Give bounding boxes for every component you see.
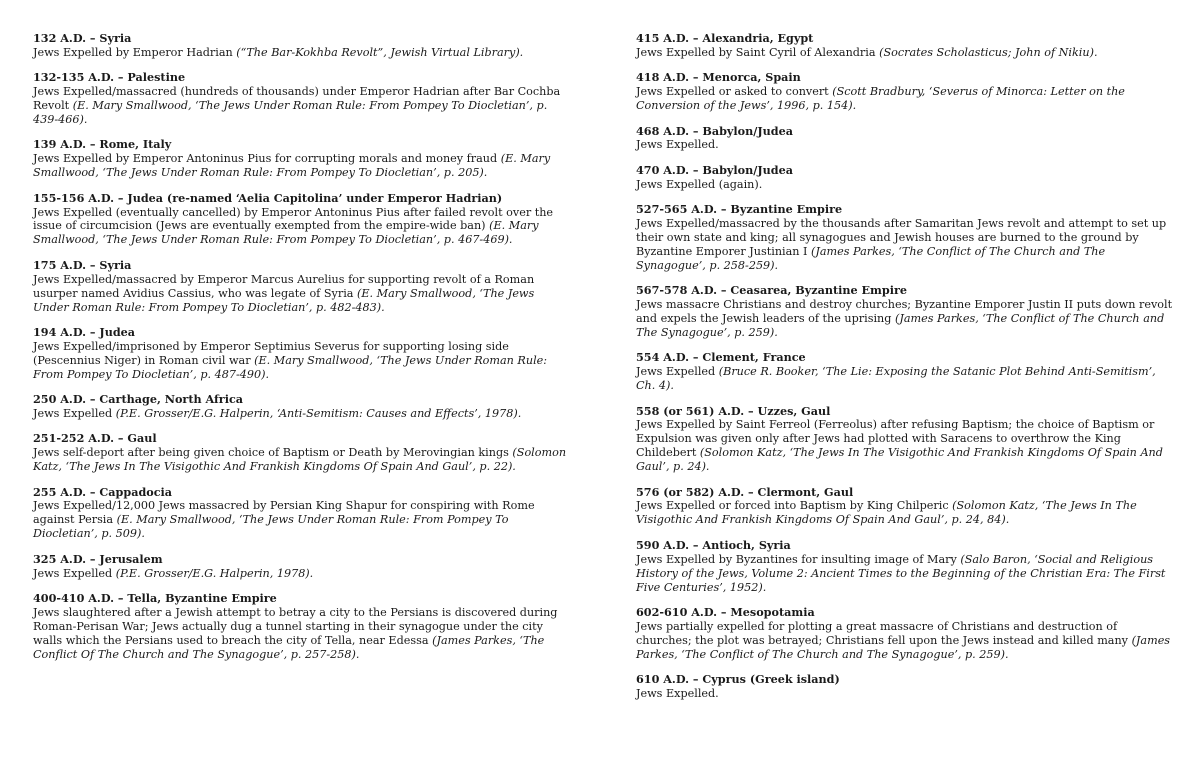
entry-heading: 400-410 A.D. – Tella, Byzantine Empire <box>33 591 277 605</box>
entry-citation: (“The Bar-Kokhba Revolt”, Jewish Virtual Library). <box>236 45 524 59</box>
entry-citation: (Socrates Scholasticus; John of Nikiu). <box>879 45 1098 59</box>
left-column <box>33 32 573 673</box>
entry-citation: (E. Mary Smallwood, ‘The Jews Under Roman Rule: From Pompey To Diocletian’, p. 439-466). <box>33 99 548 127</box>
entry-body <box>636 178 1176 192</box>
entry-body <box>636 298 1176 340</box>
entry-text: Jews Expelled/massacred (hundreds of thousands) under Emperor Hadrian after Bar Cochba Revolt <box>33 85 561 113</box>
entry-text: Jews Expelled by Emperor Hadrian <box>33 45 237 59</box>
entry-text: Jews Expelled <box>636 365 719 379</box>
entry-text: Jews slaughtered after a Jewish attempt to betray a city to the Persians is discovered during Roman-Perisan War; Jews actually dug a tunnel starting in their synagogue under the city walls which the Persians used to breach the city of Tella, near Edessa <box>33 605 558 647</box>
entry-text: Jews Expelled. <box>636 686 719 700</box>
timeline-entry <box>636 405 1176 475</box>
entry-text: Jews Expelled. <box>636 138 719 152</box>
entry-citation: (Solomon Katz, ‘The Jews In The Visigothic And Frankish Kingdoms Of Spain And Gaul’, p. 24). <box>636 446 1163 474</box>
timeline-entry <box>33 553 573 581</box>
entry-heading: 590 A.D. – Antioch, Syria <box>636 537 791 552</box>
timeline-entry <box>33 326 573 382</box>
entry-text: Jews self-deport after being given choice of Baptism or Death by Merovingian kings <box>33 446 513 460</box>
entry-heading: 194 A.D. – Judea <box>33 324 136 339</box>
entry-text: Jews Expelled by Byzantines for insulting image of Mary <box>636 552 961 566</box>
entry-heading: 325 A.D. – Jerusalem <box>33 551 163 566</box>
timeline-entry <box>636 673 1176 701</box>
entry-citation: (James Parkes, ‘The Conflict of The Church and The Synagogue’, p. 259). <box>636 633 1171 661</box>
entry-citation: (Solomon Katz, ‘The Jews In The Visigothic And Frankish Kingdoms Of Spain And Gaul’, p. 22). <box>33 446 567 474</box>
entry-text: Jews Expelled/massacred by Emperor Marcus Aurelius for supporting revolt of a Roman usurper named Avidius Cassius, who was legate of Syria <box>33 272 535 300</box>
entry-body <box>33 85 573 127</box>
timeline-entry <box>33 393 573 421</box>
entry-body <box>636 687 1176 701</box>
entry-body <box>636 418 1176 474</box>
entry-heading: 470 A.D. – Babylon/Judea <box>636 162 793 177</box>
right-column <box>636 32 1176 712</box>
entry-text: Jews Expelled or forced into Baptism by King Chilperic <box>636 499 953 513</box>
entry-body <box>33 46 573 60</box>
entry-heading: 602-610 A.D. – Mesopotamia <box>636 604 815 619</box>
entry-text: Jews Expelled/12,000 Jews massacred by Persian King Shapur for conspiring with Rome against Persia <box>33 499 535 527</box>
entry-citation: (Salo Baron, ‘Social and Religious History of the Jews, Volume 2: Ancient Times to the Beginning of the Christian Era: The First Five Centuries’, 1952). <box>636 552 1166 594</box>
timeline-entry <box>636 125 1176 153</box>
entry-text: Jews Expelled <box>33 566 116 580</box>
entry-citation: (P.E. Grosser/E.G. Halperin, 1978). <box>115 566 314 580</box>
timeline-entry <box>33 592 573 662</box>
timeline-entry <box>33 138 573 180</box>
entry-citation: (E. Mary Smallwood, ‘The Jews Under Roman Rule: From Pompey To Diocletian’, p. 482-483). <box>33 286 535 314</box>
entry-text: Jews Expelled by Saint Ferreol (Ferreolus) after refusing Baptism; the choice of Baptism or Expulsion was given only after Jews had plotted with Saracens to overthrow the King Childebert <box>636 418 1155 460</box>
entry-body <box>33 152 573 180</box>
entry-body <box>636 217 1176 273</box>
timeline-entry <box>636 606 1176 662</box>
timeline-entry <box>33 192 573 248</box>
entry-heading: 155-156 A.D. – Judea (re-named ‘Aelia Capitolina’ under Emperor Hadrian) <box>33 190 503 205</box>
entry-text: Jews Expelled (again). <box>636 177 763 191</box>
entry-text: Jews Expelled by Saint Cyril of Alexandria <box>636 45 880 59</box>
entry-heading: 554 A.D. – Clement, France <box>636 350 806 365</box>
entry-text: Jews partially expelled for plotting a great massacre of Christians and destruction of churches; the plot was betrayed; Christians fell upon the Jews instead and killed many <box>636 619 1132 647</box>
timeline-entry <box>33 32 573 60</box>
entry-text: Jews massacre Christians and destroy churches; Byzantine Emporer Justin II puts down revolt and expels the Jewish leaders of the uprising <box>636 298 1173 325</box>
entry-body <box>636 620 1176 662</box>
timeline-entry <box>636 203 1176 273</box>
entry-body <box>33 567 573 581</box>
timeline-entry <box>636 351 1176 393</box>
entry-citation: (P.E. Grosser/E.G. Halperin, ‘Anti-Semitism: Causes and Effects’, 1978). <box>115 406 522 420</box>
entry-body <box>33 340 573 382</box>
entry-heading: 255 A.D. – Cappadocia <box>33 484 173 499</box>
entry-heading: 175 A.D. – Syria <box>33 257 132 272</box>
entry-citation: (James Parkes, ‘The Conflict of The Church and The Synagogue’, p. 258-259). <box>636 244 1106 272</box>
entry-body <box>636 553 1176 595</box>
entry-citation: (E. Mary Smallwood, ‘The Jews Under Roman Rule: From Pompey To Diocletian’, p. 487-490). <box>33 353 548 381</box>
entry-body <box>33 606 573 662</box>
timeline-entry <box>636 71 1176 113</box>
entry-heading: 132-135 A.D. – Palestine <box>33 70 186 85</box>
entry-text: Jews Expelled or asked to convert <box>636 85 833 99</box>
timeline-entry <box>636 486 1176 528</box>
entry-heading: 576 (or 582) A.D. – Clermont, Gaul <box>636 484 854 499</box>
entry-heading: 468 A.D. – Babylon/Judea <box>636 123 793 138</box>
entry-citation: (Bruce R. Booker, ‘The Lie: Exposing the Satanic Plot Behind Anti-Semitism’, Ch. 4). <box>636 365 1156 393</box>
entry-body <box>33 407 573 421</box>
entry-heading: 418 A.D. – Menorca, Spain <box>636 70 801 85</box>
entry-body <box>33 273 573 315</box>
entry-heading: 132 A.D. – Syria <box>33 31 132 45</box>
entry-citation: (Scott Bradbury, ‘Severus of Minorca: Letter on the Conversion of the Jews’, 1996, p. 154). <box>636 85 1125 113</box>
entry-text: Jews Expelled (eventually cancelled) by Emperor Antoninus Pius after failed revolt over the issue of circumcision (Jews are eventually exempted from the empire-wide ban) <box>33 205 554 233</box>
entry-body <box>636 365 1176 393</box>
entry-citation: (James Parkes, ‘The Conflict Of The Church and The Synagogue’, p. 257-258). <box>33 633 545 661</box>
entry-citation: (E. Mary Smallwood, ‘The Jews Under Roman Rule: From Pompey To Diocletian’, p. 205). <box>33 152 551 180</box>
entry-body <box>33 499 573 541</box>
timeline-entry <box>636 164 1176 192</box>
entry-body <box>636 46 1176 60</box>
timeline-entry <box>33 486 573 542</box>
entry-heading: 567-578 A.D. – Ceasarea, Byzantine Empire <box>636 283 907 298</box>
timeline-entry <box>636 32 1176 60</box>
timeline-entry <box>636 284 1176 340</box>
entry-text: Jews Expelled/massacred by the thousands after Samaritan Jews revolt and attempt to set up their own state and king; all synagogues and Jewish houses are burned to the ground by Byzantine Emporer Justinian I <box>636 217 1167 258</box>
entry-body <box>33 446 573 474</box>
entry-citation: (Solomon Katz, ‘The Jews In The Visigothic And Frankish Kingdoms Of Spain And Gaul’, p. 24, 84). <box>636 499 1137 527</box>
timeline-entry <box>33 432 573 474</box>
entry-heading: 558 (or 561) A.D. – Uzzes, Gaul <box>636 403 831 418</box>
entry-citation: (E. Mary Smallwood, ‘The Jews Under Roman Rule: From Pompey To Diocletian’, p. 509). <box>33 513 509 541</box>
entry-text: Jews Expelled by Emperor Antoninus Pius for corrupting morals and money fraud <box>33 152 501 166</box>
entry-citation: (James Parkes, ‘The Conflict of The Church and The Synagogue’, p. 259). <box>636 312 1165 339</box>
entry-text: Jews Expelled/imprisoned by Emperor Septimius Severus for supporting losing side (Pescennius Niger) in Roman civil war <box>33 339 509 367</box>
entry-body <box>636 499 1176 527</box>
entry-heading: 250 A.D. – Carthage, North Africa <box>33 392 244 407</box>
timeline-entry <box>33 259 573 315</box>
entry-text: Jews Expelled <box>33 406 116 420</box>
entry-body <box>636 85 1176 113</box>
entry-heading: 251-252 A.D. – Gaul <box>33 431 157 446</box>
timeline-entry <box>33 71 573 127</box>
entry-body <box>33 206 573 248</box>
entry-heading: 527-565 A.D. – Byzantine Empire <box>636 202 843 217</box>
entry-citation: (E. Mary Smallwood, ‘The Jews Under Roman Rule: From Pompey To Diocletian’, p. 467-469). <box>33 219 539 247</box>
entry-heading: 139 A.D. – Rome, Italy <box>33 137 172 152</box>
timeline-entry <box>636 539 1176 595</box>
entry-heading: 415 A.D. – Alexandria, Egypt <box>636 31 814 45</box>
entry-heading: 610 A.D. – Cyprus (Greek island) <box>636 672 840 687</box>
entry-body <box>636 138 1176 152</box>
